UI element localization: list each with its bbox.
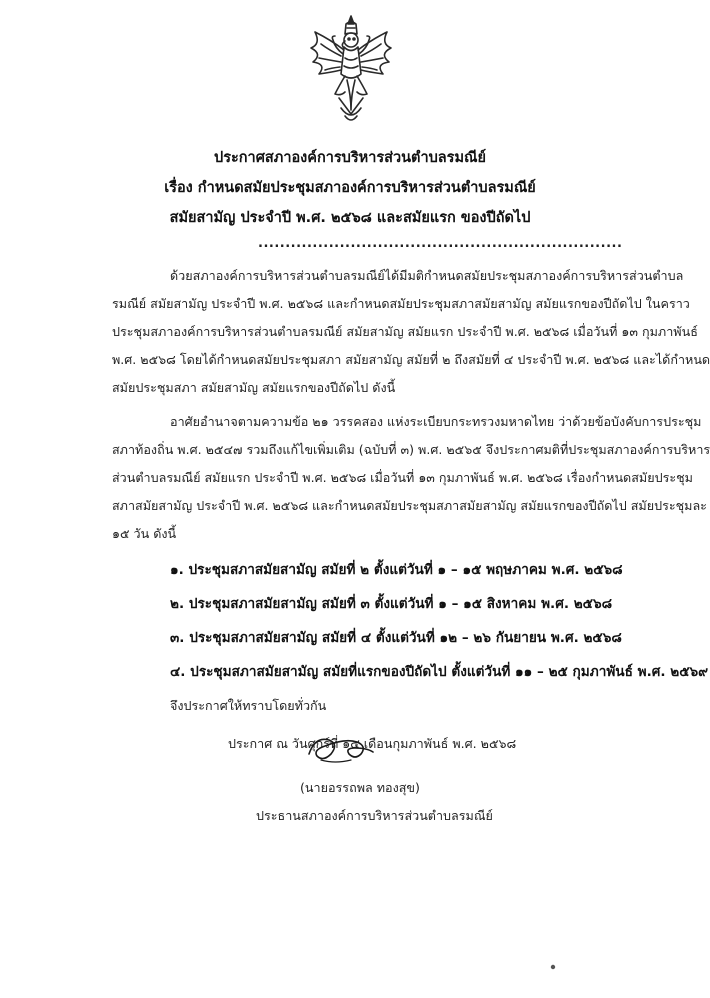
header-separator: ................................................................... — [258, 236, 623, 251]
schedule-item: ๓. ประชุมสภาสมัยสามัญ สมัยที่ ๔ ตั้งแต่วันที่ ๑๒ – ๒๖ กันยายน พ.ศ. ๒๕๖๘ — [170, 630, 622, 646]
paragraph-1-line: พ.ศ. ๒๕๖๘ โดยได้กำหนดสมัยประชุมสภา สมัยสามัญ สมัยที่ ๒ ถึงสมัยที่ ๔ ประจำปี พ.ศ. ๒๕๖๘ และได้กำหนด — [112, 352, 710, 367]
signatory-position: ประธานสภาองค์การบริหารส่วนตำบลรมณีย์ — [256, 808, 493, 823]
schedule-item: ๑. ประชุมสภาสมัยสามัญ สมัยที่ ๒ ตั้งแต่วันที่ ๑ – ๑๕ พฤษภาคม พ.ศ. ๒๕๖๘ — [170, 562, 623, 578]
scan-mark-icon — [548, 962, 558, 972]
schedule-item: ๔. ประชุมสภาสมัยสามัญ สมัยที่แรกของปีถัดไป ตั้งแต่วันที่ ๑๑ – ๒๕ กุมภาพันธ์ พ.ศ. ๒๕๖๙ — [170, 664, 709, 680]
announcement-title: ประกาศสภาองค์การบริหารส่วนตำบลรมณีย์ — [214, 150, 486, 166]
paragraph-2-line: ส่วนตำบลรมณีย์ สมัยแรก ประจำปี พ.ศ. ๒๕๖๘ เมื่อวันที่ ๑๓ กุมภาพันธ์ พ.ศ. ๒๕๖๘ เรื่องกำหนดสมัยประชุม — [112, 470, 693, 485]
announcement-subject: เรื่อง กำหนดสมัยประชุมสภาองค์การบริหารส่วนตำบลรมณีย์ — [164, 180, 536, 196]
paragraph-2-line: ๑๕ วัน ดังนี้ — [112, 526, 177, 541]
announcement-subtitle: สมัยสามัญ ประจำปี พ.ศ. ๒๕๖๘ และสมัยแรก ของปีถัดไป — [169, 210, 531, 226]
handwritten-signature-icon — [305, 728, 377, 772]
schedule-item: ๒. ประชุมสภาสมัยสามัญ สมัยที่ ๓ ตั้งแต่วันที่ ๑ – ๑๕ สิงหาคม พ.ศ. ๒๕๖๘ — [170, 596, 613, 612]
announcement-date: ประกาศ ณ วันศุกร์ที่ ๑๔ เดือนกุมภาพันธ์ พ.ศ. ๒๕๖๘ — [228, 736, 517, 751]
paragraph-1-line: ประชุมสภาองค์การบริหารส่วนตำบลรมณีย์ สมัยสามัญ สมัยแรก ประจำปี พ.ศ. ๒๕๖๘ เมื่อวันที่ ๑๓ กุมภาพันธ์ — [112, 324, 698, 339]
paragraph-2-line: สภาสมัยสามัญ ประจำปี พ.ศ. ๒๕๖๘ และกำหนดสมัยประชุมสภาสมัยสามัญ สมัยแรกของปีถัดไป สมัยประชุมละ — [112, 498, 707, 513]
signatory-name: (นายอรรถพล ทองสุข) — [300, 780, 420, 795]
paragraph-1-line: รมณีย์ สมัยสามัญ ประจำปี พ.ศ. ๒๕๖๘ และกำหนดสมัยประชุมสภาสมัยสามัญ สมัยแรกของปีถัดไป ในคราว — [112, 296, 690, 311]
paragraph-2-line: สภาท้องถิ่น พ.ศ. ๒๕๔๗ รวมถึงแก้ไขเพิ่มเติม (ฉบับที่ ๓) พ.ศ. ๒๕๖๕ จึงประกาศมติที่ประชุมสภาองค์การบริหาร — [112, 442, 710, 457]
paragraph-2-line: อาศัยอำนาจตามความข้อ ๒๑ วรรคสอง แห่งระเบียบกระทรวงมหาดไทย ว่าด้วยข้อบังคับการประชุม — [170, 414, 702, 429]
paragraph-1-line: ด้วยสภาองค์การบริหารส่วนตำบลรมณีย์ได้มีมติกำหนดสมัยประชุมสภาองค์การบริหารส่วนตำบล — [170, 268, 684, 283]
paragraph-1-line: สมัยประชุมสภา สมัยสามัญ สมัยแรกของปีถัดไป ดังนี้ — [112, 380, 396, 395]
garuda-emblem-icon — [305, 14, 397, 126]
closing-statement: จึงประกาศให้ทราบโดยทั่วกัน — [170, 698, 327, 713]
